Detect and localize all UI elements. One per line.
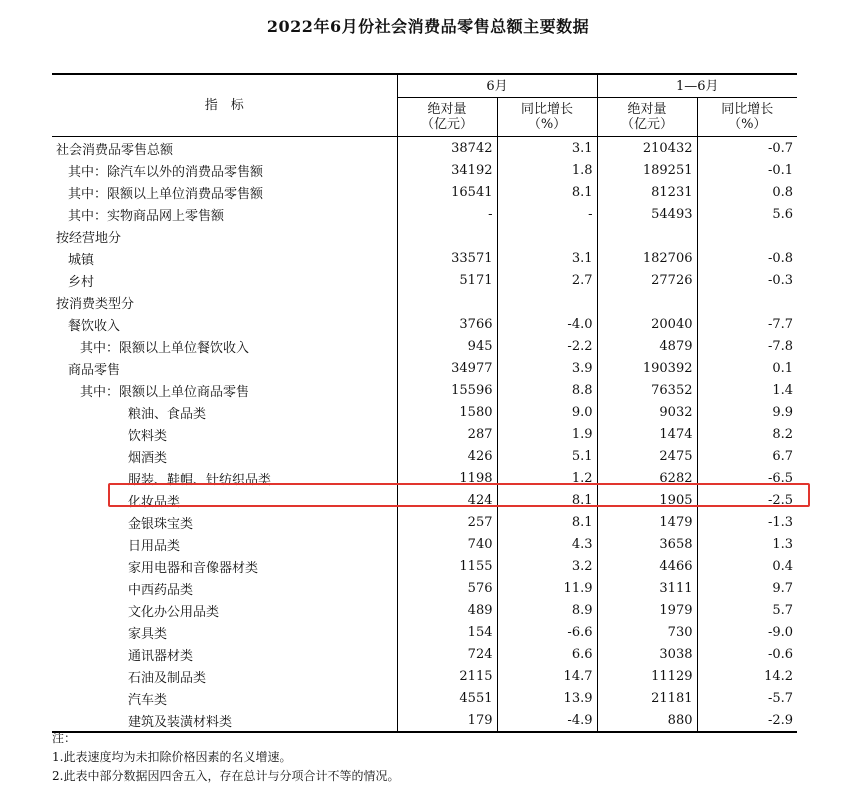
table-row: [52, 225, 797, 247]
june-abs-value: 287: [397, 423, 497, 445]
table-row: [52, 577, 797, 599]
h1-yoy-value: -0.3: [697, 269, 797, 291]
table-row: [52, 511, 797, 533]
row-label: 文化办公用品类: [128, 604, 220, 620]
june-yoy-value: 3.1: [497, 137, 597, 160]
june-abs-value: -: [397, 203, 497, 225]
june-yoy-value: 8.1: [497, 511, 597, 533]
june-abs-value: 3766: [397, 313, 497, 335]
header-june-yoy: 同比增长 （%）: [497, 98, 597, 137]
h1-abs-value: 9032: [597, 401, 697, 423]
note-1: 1.此表速度均为未扣除价格因素的名义增速。: [52, 750, 292, 764]
h1-yoy-value: [697, 225, 797, 247]
h1-yoy-value: -0.8: [697, 247, 797, 269]
h1-yoy-value: -0.7: [697, 137, 797, 160]
row-label: 其中：限额以上单位消费品零售额: [68, 186, 264, 202]
h1-yoy-value: -6.5: [697, 467, 797, 489]
june-yoy-value: 1.2: [497, 467, 597, 489]
row-label: 饮料类: [128, 428, 168, 444]
h1-abs-value: 76352: [597, 379, 697, 401]
table-row: [52, 621, 797, 643]
h1-abs-value: 20040: [597, 313, 697, 335]
row-label: 其中：实物商品网上零售额: [68, 208, 225, 224]
h1-yoy-value: 0.4: [697, 555, 797, 577]
table-row: [52, 467, 797, 489]
table-row: [52, 159, 797, 181]
june-yoy-value: 13.9: [497, 687, 597, 709]
june-yoy-value: -4.9: [497, 709, 597, 732]
table-row: [52, 687, 797, 709]
june-yoy-value: 9.0: [497, 401, 597, 423]
table-row: [52, 181, 797, 203]
h1-abs-value: 3658: [597, 533, 697, 555]
h1-yoy-value: -0.1: [697, 159, 797, 181]
h1-abs-value: 54493: [597, 203, 697, 225]
row-label: 餐饮收入: [68, 318, 121, 334]
june-abs-value: [397, 291, 497, 313]
h1-abs-value: 1979: [597, 599, 697, 621]
june-yoy-value: 8.1: [497, 489, 597, 511]
june-abs-value: 1580: [397, 401, 497, 423]
table-row: [52, 555, 797, 577]
row-label: 通讯器材类: [128, 648, 194, 664]
h1-abs-value: 81231: [597, 181, 697, 203]
h1-yoy-value: [697, 291, 797, 313]
table-row: [52, 137, 797, 160]
h1-yoy-value: 5.7: [697, 599, 797, 621]
june-yoy-value: 4.3: [497, 533, 597, 555]
june-yoy-value: 8.9: [497, 599, 597, 621]
h1-yoy-value: -1.3: [697, 511, 797, 533]
h1-yoy-value: 1.4: [697, 379, 797, 401]
june-yoy-value: 11.9: [497, 577, 597, 599]
row-label: 日用品类: [128, 538, 181, 554]
table-row: [52, 203, 797, 225]
row-label: 其中：除汽车以外的消费品零售额: [68, 164, 264, 180]
h1-abs-value: 11129: [597, 665, 697, 687]
h1-abs-value: 1474: [597, 423, 697, 445]
h1-abs-value: 6282: [597, 467, 697, 489]
table-row: [52, 401, 797, 423]
row-label: 金银珠宝类: [128, 516, 194, 532]
row-label: 建筑及装潢材料类: [52, 709, 397, 732]
june-abs-value: 1198: [397, 467, 497, 489]
row-label: 家用电器和音像器材类: [128, 560, 259, 576]
june-yoy-value: [497, 225, 597, 247]
june-abs-value: 1155: [397, 555, 497, 577]
row-label: 社会消费品零售总额: [56, 142, 174, 158]
june-yoy-value: 3.1: [497, 247, 597, 269]
june-abs-value: 154: [397, 621, 497, 643]
table-body: [52, 137, 797, 733]
june-abs-value: 257: [397, 511, 497, 533]
june-abs-value: 5171: [397, 269, 497, 291]
june-yoy-value: 1.8: [497, 159, 597, 181]
june-abs-value: 424: [397, 489, 497, 511]
table-row: [52, 489, 797, 511]
header-period-h1: 1—6月: [597, 74, 797, 98]
row-label: 粮油、食品类: [128, 406, 207, 422]
table-row: [52, 379, 797, 401]
h1-abs-value: 3111: [597, 577, 697, 599]
h1-yoy-value: 0.8: [697, 181, 797, 203]
h1-abs-value: 2475: [597, 445, 697, 467]
june-yoy-value: 5.1: [497, 445, 597, 467]
h1-abs-value: 27726: [597, 269, 697, 291]
h1-abs-value: 190392: [597, 357, 697, 379]
h1-yoy-value: -0.6: [697, 643, 797, 665]
june-yoy-value: 14.7: [497, 665, 597, 687]
h1-abs-value: 189251: [597, 159, 697, 181]
row-label: 汽车类: [128, 692, 168, 708]
june-abs-value: 724: [397, 643, 497, 665]
h1-yoy-value: 14.2: [697, 665, 797, 687]
h1-abs-value: 1905: [597, 489, 697, 511]
h1-yoy-value: -7.8: [697, 335, 797, 357]
june-yoy-value: 3.2: [497, 555, 597, 577]
h1-yoy-value: -7.7: [697, 313, 797, 335]
header-indicator: 指 标: [52, 74, 397, 137]
june-yoy-value: 1.9: [497, 423, 597, 445]
note-2: 2.此表中部分数据因四舍五入，存在总计与分项合计不等的情况。: [52, 769, 400, 783]
june-abs-value: 4551: [397, 687, 497, 709]
h1-abs-value: 1479: [597, 511, 697, 533]
h1-abs-value: 4879: [597, 335, 697, 357]
header-h1-abs: 绝对量 （亿元）: [597, 98, 697, 137]
table-row: [52, 357, 797, 379]
row-label: 商品零售: [68, 362, 121, 378]
header-period-june: 6月: [397, 74, 597, 98]
row-label: 其中：限额以上单位餐饮收入: [80, 340, 250, 356]
h1-abs-value: 182706: [597, 247, 697, 269]
june-yoy-value: 6.6: [497, 643, 597, 665]
notes-heading: 注：: [52, 731, 77, 745]
h1-yoy-value: -2.5: [697, 489, 797, 511]
h1-yoy-value: -5.7: [697, 687, 797, 709]
row-label: 按消费类型分: [56, 296, 135, 312]
table-row: [52, 423, 797, 445]
table-row: [52, 665, 797, 687]
june-abs-value: 34977: [397, 357, 497, 379]
june-yoy-value: 2.7: [497, 269, 597, 291]
june-abs-value: 576: [397, 577, 497, 599]
june-yoy-value: 8.1: [497, 181, 597, 203]
notes: [52, 729, 399, 786]
row-label: 服装、鞋帽、针纺织品类: [128, 472, 272, 488]
june-abs-value: 16541: [397, 181, 497, 203]
h1-yoy-value: -2.9: [697, 709, 797, 732]
table-row: [52, 643, 797, 665]
june-yoy-value: 8.8: [497, 379, 597, 401]
june-yoy-value: -4.0: [497, 313, 597, 335]
table-row: [52, 599, 797, 621]
june-abs-value: 740: [397, 533, 497, 555]
june-abs-value: 38742: [397, 137, 497, 160]
h1-abs-value: 3038: [597, 643, 697, 665]
h1-abs-value: 21181: [597, 687, 697, 709]
header-h1-yoy: 同比增长 （%）: [697, 98, 797, 137]
june-yoy-value: [497, 291, 597, 313]
row-label: 烟酒类: [128, 450, 168, 466]
june-yoy-value: 3.9: [497, 357, 597, 379]
row-label: 石油及制品类: [128, 670, 207, 686]
header-june-abs: 绝对量 （亿元）: [397, 98, 497, 137]
h1-abs-value: [597, 225, 697, 247]
table-row: [52, 247, 797, 269]
h1-abs-value: 730: [597, 621, 697, 643]
row-label: 城镇: [68, 252, 95, 268]
h1-yoy-value: -9.0: [697, 621, 797, 643]
table-row: [52, 313, 797, 335]
h1-yoy-value: 1.3: [697, 533, 797, 555]
table-row: [52, 533, 797, 555]
row-label: 中西药品类: [128, 582, 194, 598]
h1-yoy-value: 8.2: [697, 423, 797, 445]
table-row: [52, 445, 797, 467]
page-title: 2022年6月份社会消费品零售总额主要数据: [266, 17, 590, 36]
h1-yoy-value: 6.7: [697, 445, 797, 467]
june-yoy-value: -6.6: [497, 621, 597, 643]
row-label: 乡村: [68, 274, 95, 290]
june-abs-value: 426: [397, 445, 497, 467]
h1-yoy-value: 0.1: [697, 357, 797, 379]
h1-abs-value: 210432: [597, 137, 697, 160]
h1-yoy-value: 9.7: [697, 577, 797, 599]
june-abs-value: 34192: [397, 159, 497, 181]
h1-abs-value: 4466: [597, 555, 697, 577]
table-row: [52, 335, 797, 357]
row-label: 其中：限额以上单位商品零售: [80, 384, 250, 400]
table-row: [52, 269, 797, 291]
h1-abs-value: 880: [597, 709, 697, 732]
h1-yoy-value: 5.6: [697, 203, 797, 225]
retail-sales-table: [52, 73, 797, 733]
june-abs-value: 179: [397, 709, 497, 732]
june-abs-value: 33571: [397, 247, 497, 269]
june-abs-value: 945: [397, 335, 497, 357]
row-label: 按经营地分: [56, 230, 122, 246]
h1-abs-value: [597, 291, 697, 313]
june-abs-value: 2115: [397, 665, 497, 687]
row-label: 家具类: [128, 626, 168, 642]
table-row: [52, 291, 797, 313]
june-abs-value: 489: [397, 599, 497, 621]
row-label: 化妆品类: [128, 494, 181, 510]
june-abs-value: 15596: [397, 379, 497, 401]
june-abs-value: [397, 225, 497, 247]
june-yoy-value: -2.2: [497, 335, 597, 357]
june-yoy-value: -: [497, 203, 597, 225]
h1-yoy-value: 9.9: [697, 401, 797, 423]
